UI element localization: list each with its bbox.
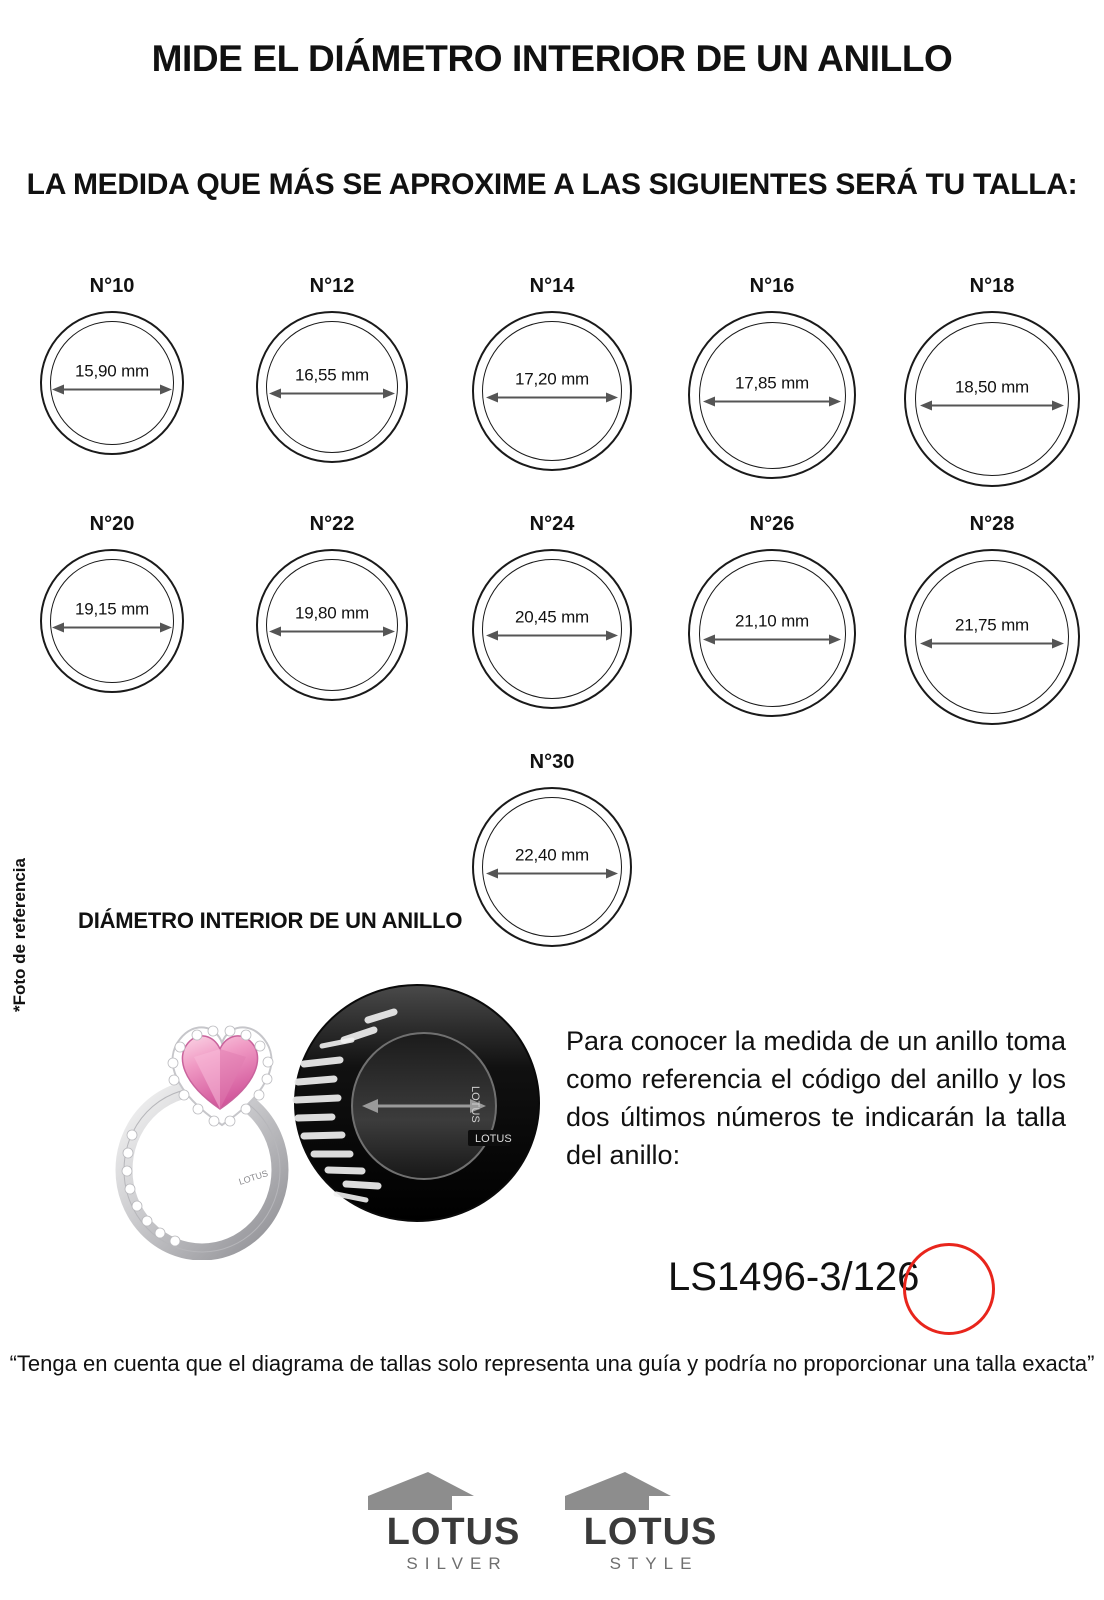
size-label: N°30 [529, 751, 575, 773]
diameter-value: 19,15 mm [75, 599, 149, 619]
ring-inner-circle [699, 322, 846, 469]
explanation-text: Para conocer la medida de un anillo toma como referencia el código del anillo y los dos últimos números te indicarán la talla del anillo: [566, 1026, 1066, 1170]
size-row [0, 513, 1104, 725]
diameter-value: 22,40 mm [515, 845, 589, 865]
ring-inner-circle [50, 321, 174, 445]
diameter-arrow-icon [486, 866, 618, 880]
lotus-swoosh-icon [563, 1470, 738, 1512]
size-cell-n20 [2, 513, 222, 693]
ring-diagram [904, 549, 1080, 725]
diameter-arrow-icon [486, 390, 618, 404]
svg-text:LOTUS: LOTUS [469, 1086, 481, 1123]
size-cell-n14 [442, 275, 662, 471]
ring-diagram [472, 787, 632, 947]
size-cell-n28 [882, 513, 1102, 725]
size-label: N°28 [969, 513, 1015, 535]
ring-outer-circle [472, 311, 632, 471]
diameter-arrow-icon [486, 628, 618, 642]
band-ring-photo [282, 978, 552, 1228]
ring-inner-circle [482, 559, 622, 699]
code-example: LS1496-3/126 [668, 1255, 920, 1299]
ring-diagram [40, 549, 184, 693]
diameter-arrow-icon [703, 394, 841, 408]
diameter-value: 17,85 mm [735, 373, 809, 393]
diameter-arrow-icon [52, 620, 172, 634]
ring-outer-circle [40, 311, 184, 455]
size-cell-n26 [662, 513, 882, 717]
size-cell-n22 [222, 513, 442, 701]
diameter-value: 16,55 mm [295, 365, 369, 385]
ring-inner-circle [266, 559, 398, 691]
logo-subtext: STYLE [609, 1554, 699, 1573]
disclaimer-text: “Tenga en cuenta que el diagrama de tallas solo representa una guía y podría no proporcionar una talla exacta” [9, 1351, 1095, 1376]
ring-diagram [688, 549, 856, 717]
ring-inner-circle [50, 559, 174, 683]
ring-inner-circle [915, 322, 1069, 476]
ring-outer-circle [472, 549, 632, 709]
page-subtitle: LA MEDIDA QUE MÁS SE APROXIME A LAS SIGUIENTES SERÁ TU TALLA: [26, 168, 1078, 201]
ring-outer-circle [688, 549, 856, 717]
ring-diagram [256, 311, 408, 463]
reference-photo-note: *Foto de referencia [10, 858, 29, 1012]
size-cell-n10 [2, 275, 222, 455]
size-label: N°20 [89, 513, 135, 535]
size-cell-n30 [442, 751, 662, 947]
solitaire-ring-photo [52, 985, 317, 1260]
size-row [0, 275, 1104, 487]
ring-inner-circle [699, 560, 846, 707]
size-label: N°22 [309, 513, 355, 535]
code-highlight-circle [903, 1243, 995, 1335]
size-cell-n18 [882, 275, 1102, 487]
logo-lotus-style [563, 1470, 738, 1574]
diameter-value: 19,80 mm [295, 603, 369, 623]
size-label: N°18 [969, 275, 1015, 297]
ring-inner-circle [915, 560, 1069, 714]
size-label: N°12 [309, 275, 355, 297]
diameter-arrow-icon [703, 632, 841, 646]
ring-outer-circle [688, 311, 856, 479]
ring-outer-circle [40, 549, 184, 693]
size-label: N°10 [89, 275, 135, 297]
ring-size-chart [0, 275, 1104, 947]
logo-lotus-silver [366, 1470, 541, 1574]
ring-inner-circle [266, 321, 398, 453]
diameter-value: 21,10 mm [735, 611, 809, 631]
size-label: N°26 [749, 513, 795, 535]
lotus-swoosh-icon [366, 1470, 541, 1512]
ring-outer-circle [904, 549, 1080, 725]
ring-diagram [472, 311, 632, 471]
diameter-arrow-icon [269, 386, 395, 400]
ring-diagram [256, 549, 408, 701]
diameter-arrow-icon [52, 382, 172, 396]
page-title: MIDE EL DIÁMETRO INTERIOR DE UN ANILLO [151, 38, 953, 79]
size-label: N°14 [529, 275, 575, 297]
size-cell-n16 [662, 275, 882, 479]
diameter-value: 20,45 mm [515, 607, 589, 627]
size-label: N°16 [749, 275, 795, 297]
ring-diagram [904, 311, 1080, 487]
diameter-arrow-icon [269, 624, 395, 638]
logo-wordmark: LOTUS [583, 1511, 718, 1553]
ring-outer-circle [472, 787, 632, 947]
section-caption: DIÁMETRO INTERIOR DE UN ANILLO [78, 908, 463, 933]
ring-inner-circle [482, 797, 622, 937]
ring-inner-circle [482, 321, 622, 461]
diameter-value: 21,75 mm [955, 615, 1029, 635]
diameter-value: 15,90 mm [75, 361, 149, 381]
svg-text:LOTUS: LOTUS [475, 1133, 512, 1145]
diameter-value: 17,20 mm [515, 369, 589, 389]
size-cell-n24 [442, 513, 662, 709]
size-cell-n12 [222, 275, 442, 463]
ring-outer-circle [256, 549, 408, 701]
svg-text:LOTUS: LOTUS [237, 1168, 270, 1187]
diameter-value: 18,50 mm [955, 377, 1029, 397]
diameter-arrow-icon [920, 636, 1064, 650]
ring-diagram [472, 549, 632, 709]
ring-outer-circle [256, 311, 408, 463]
logo-wordmark: LOTUS [386, 1511, 521, 1553]
diameter-arrow-icon [920, 398, 1064, 412]
ring-outer-circle [904, 311, 1080, 487]
logo-subtext: SILVER [406, 1554, 508, 1573]
ring-diagram [688, 311, 856, 479]
logo-row [0, 1470, 1104, 1574]
ring-diagram [40, 311, 184, 455]
size-label: N°24 [529, 513, 575, 535]
